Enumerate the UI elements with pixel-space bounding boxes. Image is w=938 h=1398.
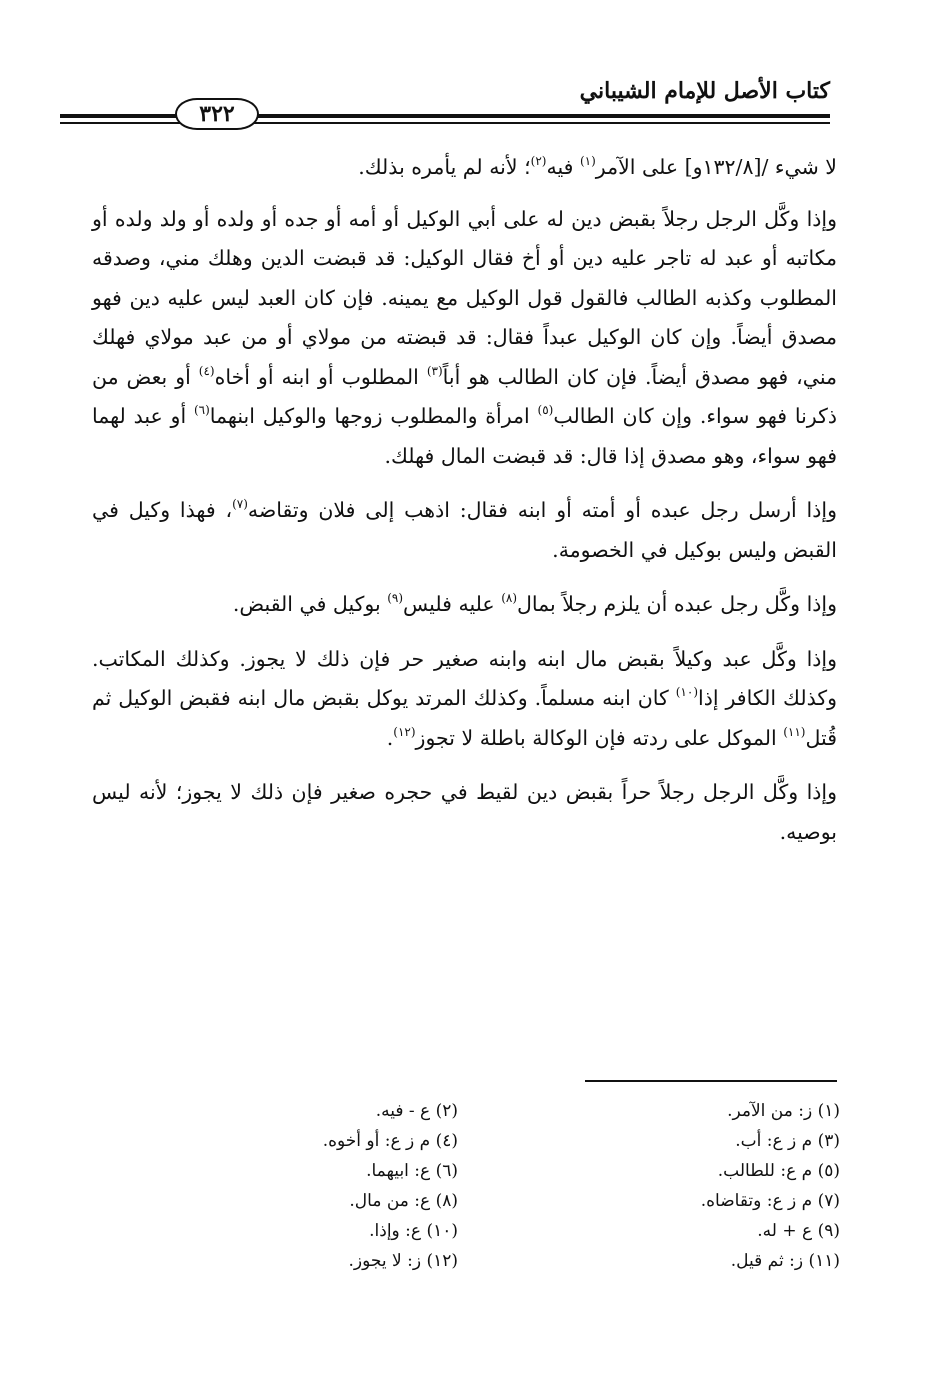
paragraph-text: ، فهذا وكيل في القبض وليس بوكيل في الخصومة. xyxy=(92,498,837,562)
paragraph xyxy=(92,491,837,570)
paragraph-text: ؛ لأنه لم يأمره بذلك. xyxy=(358,155,531,179)
paragraph-text: بوكيل في القبض. xyxy=(232,592,388,616)
footnote-marker: (١٢) xyxy=(393,724,416,739)
footnote: (١٢) ز: لا يجوز. xyxy=(348,1251,458,1271)
header-rule-thin xyxy=(60,122,830,124)
footnote: (٢) ع - فيه. xyxy=(375,1101,458,1121)
footnote-marker: (٦) xyxy=(193,403,210,417)
paragraph-text: وإذا وكَّل الرجل رجلاً حراً بقبض دين لقيط في حجره صغير فإن ذلك لا يجوز؛ لأنه ليس بوصيه. xyxy=(92,780,837,844)
footnote: (٩) ع + له. xyxy=(757,1221,840,1241)
paragraph-text: وإذا وكَّل عبد وكيلاً بقبض مال ابنه وابنه صغير حر فإن ذلك لا يجوز. وكذلك المكاتب. وكذلك الكافر إذا xyxy=(92,646,837,710)
footnote-marker: (٣) xyxy=(426,363,443,378)
footnote-marker: (١) xyxy=(579,154,596,168)
paragraph xyxy=(92,585,837,625)
footnote: (١) ز: من الآمر. xyxy=(727,1101,840,1121)
footnote: (٣) م ز ع: أب. xyxy=(735,1131,840,1151)
footnotes-left-column xyxy=(200,1096,458,1276)
page-number-badge xyxy=(175,98,259,130)
footnote-separator xyxy=(585,1080,837,1082)
paragraph-text: كان ابنه مسلماً. وكذلك المرتد يوكل بقبض مال ابنه فقبض الوكيل ثم قُتل xyxy=(92,686,837,750)
paragraph xyxy=(92,200,837,477)
paragraph-text: وإذا وكَّل الرجل رجلاً بقبض دين له على أبي الوكيل أو أمه أو جده أو ولده أو ولد ولده أو مكاتبه أو عبد له تاجر عليه دين أو أخ فقال الوكيل: قد قبضت الدين وهلك مني، وصدقه المطلوب وكذبه الطالب فالقول قول الوكيل مع يمينه. فإن كان العبد ليس عليه دين فهو مصدق أيضاً. وإن كان الوكيل عبداً فقال: قد قبضته من مولاي أو من عبد مولاي فهلك مني، فهو مصدق أيضاً. فإن كان الطالب هو أباً xyxy=(92,206,837,389)
footnote: (٦) ع: ابيهما. xyxy=(366,1161,458,1181)
paragraph-text: وإذا وكَّل رجل عبده أن يلزم رجلاً بمال xyxy=(517,592,837,616)
main-text xyxy=(92,148,837,867)
page-header xyxy=(60,66,830,130)
paragraph-text: وإذا أرسل رجل عبده أو أمته أو ابنه فقال: اذهب إلى فلان وتقاضه xyxy=(247,498,837,522)
footnote-marker: (٨) xyxy=(501,591,518,605)
footnote-marker: (٤) xyxy=(198,363,215,378)
paragraph-text: أو بعض من ذكرنا فهو سواء. وإن كان الطالب xyxy=(92,364,837,428)
book-title: كتاب الأصل للإمام الشيباني xyxy=(579,78,830,104)
footnote: (٤) م ز ع: أو أخوه. xyxy=(322,1131,458,1151)
paragraph-text: . xyxy=(386,725,394,750)
paragraph xyxy=(92,148,837,188)
footnote-marker: (١١) xyxy=(783,724,806,739)
paragraph-text: امرأة والمطلوب زوجها والوكيل ابنهما xyxy=(209,404,538,428)
footnote: (١٠) ع: وإذا. xyxy=(369,1221,458,1241)
paragraph xyxy=(92,640,837,759)
footnote-marker: (٧) xyxy=(232,497,248,511)
footnotes-right-column xyxy=(560,1096,840,1276)
footnote-marker: (١٠) xyxy=(675,685,698,699)
paragraph xyxy=(92,773,837,852)
footnote-marker: (٢) xyxy=(530,154,547,168)
footnote: (٨) ع: من مال. xyxy=(349,1191,458,1211)
paragraph-text: فيه xyxy=(546,155,580,179)
paragraph-text: الموكل على ردته فإن الوكالة باطلة لا تجوز xyxy=(415,725,784,750)
footnote: (٥) م ع: للطالب. xyxy=(717,1161,840,1181)
page-number: ٣٢٢ xyxy=(199,101,235,127)
paragraph-text: أو عبد لهما فهو سواء، وهو مصدق إذا قال: قد قبضت المال فهلك. xyxy=(92,404,837,468)
paragraph-text: عليه فليس xyxy=(403,592,502,616)
footnote-marker: (٥) xyxy=(537,403,554,417)
footnote: (١١) ز: ثم قيل. xyxy=(730,1251,840,1271)
paragraph-text: المطلوب أو ابنه أو أخاه xyxy=(214,364,427,389)
footnote-marker: (٩) xyxy=(387,591,404,605)
footnote: (٧) م ز ع: وتقاضاه. xyxy=(700,1191,840,1211)
paragraph-text: لا شيء /[١٣٢/٨و] على الآمر xyxy=(595,155,837,179)
